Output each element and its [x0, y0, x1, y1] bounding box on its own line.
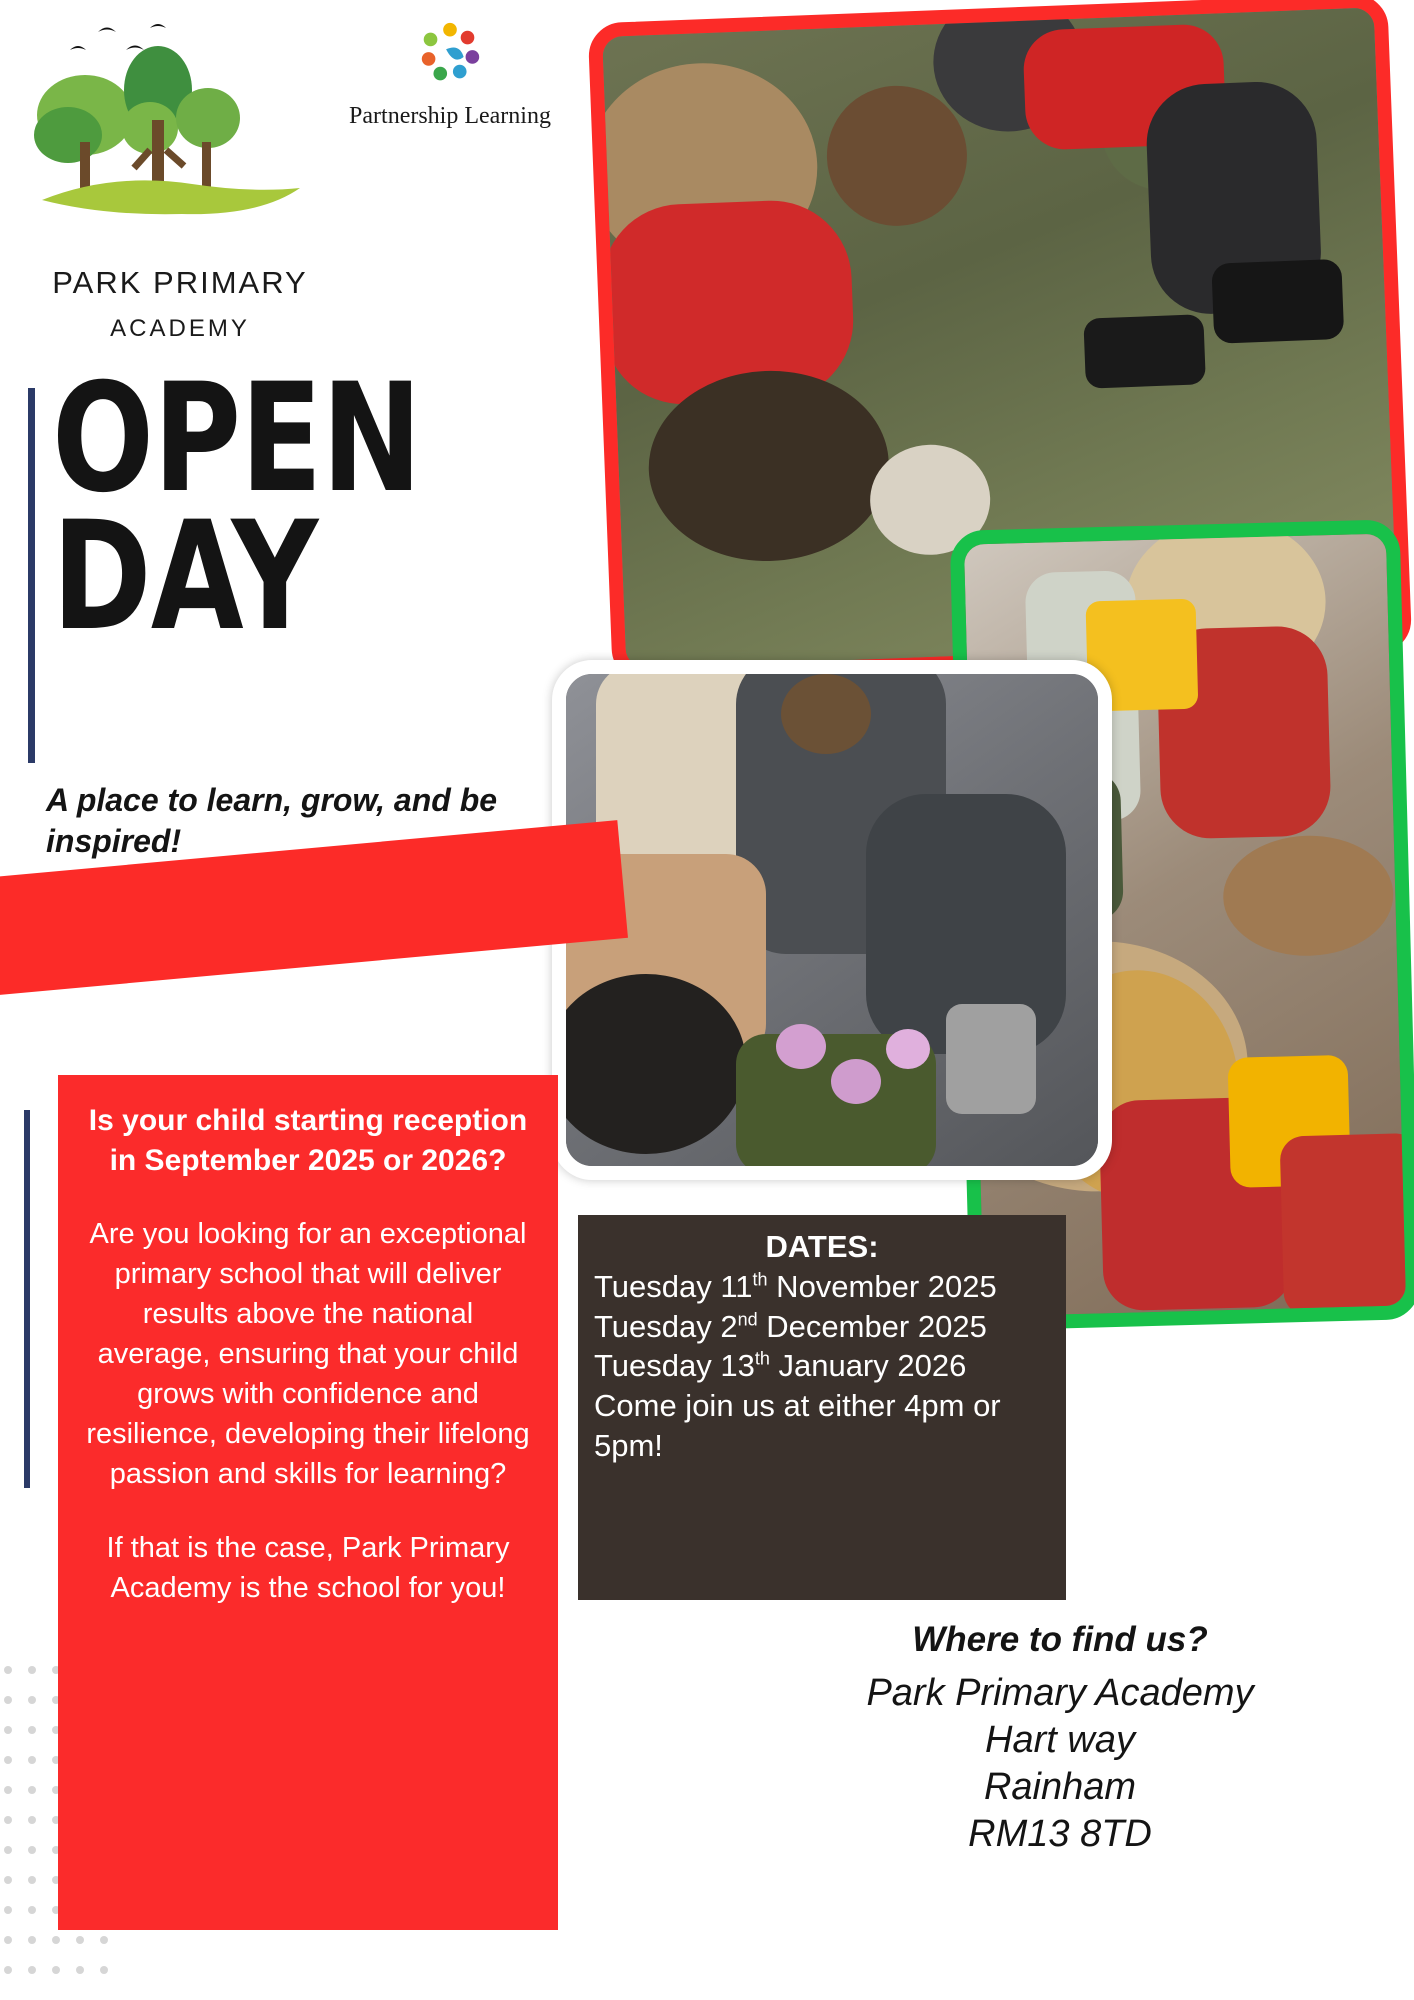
- address-line: Park Primary Academy: [866, 1672, 1254, 1714]
- date-prefix: Tuesday 2: [594, 1308, 738, 1344]
- date-item: [594, 1307, 1050, 1347]
- panel-body-1: Are you looking for an exceptional primary school that will deliver results above the national average, ensuring that your child grows with confidence and resilience, developing their lifelong passion and skills for learning?: [86, 1218, 530, 1491]
- date-suffix: December 2025: [757, 1308, 987, 1344]
- date-ordinal: th: [752, 1269, 768, 1290]
- title-accent-rule: [28, 388, 35, 763]
- address-line: RM13 8TD: [968, 1813, 1152, 1856]
- school-logo: [30, 10, 340, 340]
- panel-body-2: If that is the case, Park Primary Academy is the school for you!: [106, 1532, 510, 1605]
- reception-info-panel: [58, 1075, 558, 1930]
- title-line-1: OPEN: [52, 352, 422, 526]
- find-us-heading: Where to find us?: [912, 1620, 1208, 1659]
- panel-heading: Is your child starting reception in September 2025 or 2026?: [88, 1104, 528, 1177]
- date-ordinal: th: [754, 1349, 770, 1370]
- dates-title-colon: :: [868, 1229, 879, 1264]
- title-line-2: DAY: [52, 490, 318, 664]
- date-ordinal: nd: [737, 1309, 758, 1330]
- trees-with-birds-logo-icon: [30, 10, 320, 240]
- partnership-logo: [320, 20, 580, 130]
- school-name: PARK PRIMARY: [52, 265, 308, 300]
- dates-title-text: DATES: [765, 1229, 869, 1264]
- date-item: [594, 1346, 1050, 1386]
- date-prefix: Tuesday 11: [594, 1269, 753, 1304]
- partnership-learning-logo-icon: [411, 20, 489, 92]
- children-planting-flowers-photo: [552, 660, 1112, 1180]
- find-us-block: [740, 1620, 1380, 1858]
- dates-panel: [578, 1215, 1066, 1600]
- date-item: [594, 1267, 1050, 1307]
- date-prefix: Tuesday 13: [594, 1348, 755, 1384]
- school-name-sub: ACADEMY: [110, 315, 250, 342]
- panel-accent-rule: [24, 1110, 30, 1488]
- partnership-label: Partnership Learning: [349, 103, 551, 129]
- tagline: A place to learn, grow, and be inspired!: [46, 782, 498, 859]
- date-suffix: November 2025: [767, 1269, 997, 1304]
- dates-note: Come join us at either 4pm or 5pm!: [594, 1388, 1001, 1463]
- page-title: [52, 352, 468, 664]
- date-suffix: January 2026: [769, 1348, 967, 1384]
- address-line: Rainham: [983, 1766, 1137, 1809]
- dates-title: [594, 1229, 1050, 1265]
- address-line: Hart way: [985, 1719, 1135, 1762]
